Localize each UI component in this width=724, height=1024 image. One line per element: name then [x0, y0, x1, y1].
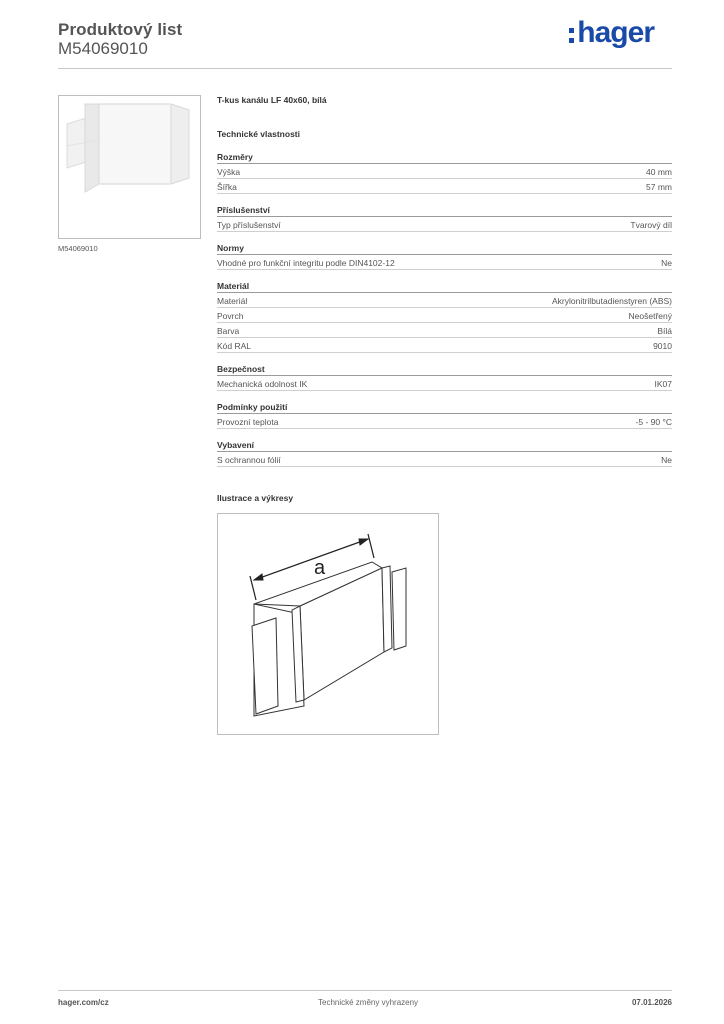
group-title: Příslušenství [217, 205, 672, 217]
hager-logo [569, 16, 654, 50]
property-row [217, 338, 672, 353]
product-image [58, 95, 201, 239]
group-title: Bezpečnost [217, 364, 672, 376]
property-group-bezpecnost [217, 364, 672, 391]
header-divider [58, 68, 672, 69]
property-value: 40 mm [646, 167, 672, 177]
property-label: Provozní teplota [217, 417, 279, 427]
group-title: Normy [217, 243, 672, 255]
t-piece-drawing [218, 514, 440, 736]
group-title: Vybavení [217, 440, 672, 452]
logo-text: hager [577, 16, 654, 49]
group-title: Rozměry [217, 152, 672, 164]
property-row [217, 308, 672, 323]
property-label: Šířka [217, 182, 237, 192]
logo-dots-icon [569, 28, 574, 43]
property-value: Ne [661, 455, 672, 465]
property-label: Typ příslušenství [217, 220, 281, 230]
property-group-podminky-pouziti [217, 402, 672, 429]
property-value: IK07 [654, 379, 672, 389]
property-label: S ochrannou fólií [217, 455, 281, 465]
property-value: Akrylonitrilbutadienstyren (ABS) [552, 296, 672, 306]
property-group-normy [217, 243, 672, 270]
technical-drawing [217, 513, 439, 735]
property-label: Barva [217, 326, 240, 336]
property-row [217, 414, 672, 429]
property-value: 9010 [653, 341, 672, 351]
document-header [58, 16, 672, 70]
property-label: Kód RAL [217, 341, 252, 351]
footer-note: Technické změny vyhrazeny [318, 998, 419, 1007]
property-row [217, 376, 672, 391]
footer-divider [58, 990, 672, 991]
group-title: Podmínky použití [217, 402, 672, 414]
property-value: Bílá [657, 326, 672, 336]
property-row [217, 164, 672, 179]
property-group-material [217, 281, 672, 353]
property-row [217, 217, 672, 232]
property-value: Ne [661, 258, 672, 268]
property-label: Výška [217, 167, 241, 177]
property-row [217, 323, 672, 338]
section-heading: Technické vlastnosti [217, 129, 300, 139]
property-group-prislusenstvi [217, 205, 672, 232]
property-label: Vhodné pro funkční integritu podle DIN4102-12 [217, 258, 395, 268]
illustration-heading: Ilustrace a výkresy [217, 493, 294, 503]
property-label: Materiál [217, 296, 248, 306]
property-row [217, 293, 672, 308]
property-value: Tvarový díl [630, 220, 672, 230]
dimension-label: a [314, 557, 326, 579]
property-group-rozmery [217, 152, 672, 194]
property-group-vybaveni [217, 440, 672, 467]
footer-date: 07.01.2026 [631, 998, 672, 1007]
property-label: Povrch [217, 311, 244, 321]
technical-properties [217, 95, 672, 467]
property-label: Mechanická odolnost IK [217, 379, 308, 389]
group-title: Materiál [217, 281, 672, 293]
property-value: Neošetřený [628, 311, 672, 321]
product-code: M54069010 [58, 39, 148, 58]
product-image-caption: M54069010 [58, 244, 98, 253]
property-row [217, 179, 672, 194]
property-row [217, 452, 672, 467]
document-title: Produktový list [58, 20, 183, 39]
property-value: -5 - 90 °C [635, 417, 672, 427]
product-name: T-kus kanálu LF 40x60, bílá [217, 95, 327, 105]
t-piece-photo [59, 96, 201, 239]
footer-website-link[interactable]: hager.com/cz [58, 998, 109, 1007]
property-row [217, 255, 672, 270]
property-value: 57 mm [646, 182, 672, 192]
